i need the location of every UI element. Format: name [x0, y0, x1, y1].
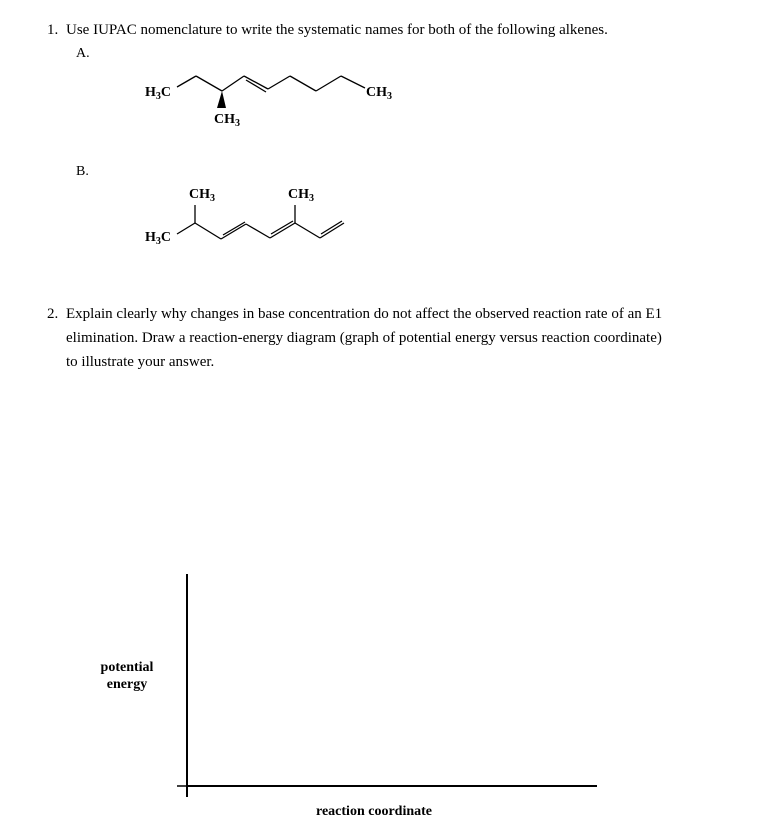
part-a-left-group-text: $H_3C$: [145, 85, 172, 102]
question-2-line-2: elimination. Draw a reaction-energy diagram (graph of potential energy versus reaction coordinate): [66, 330, 662, 346]
part-a-label: A.: [76, 46, 90, 61]
y-axis-label-line-2: energy: [106, 677, 148, 692]
question-2-line-1: Explain clearly why changes in base concentration do not affect the observed reaction rate of an E1: [66, 306, 663, 322]
question-1-text: Use IUPAC nomenclature to write the systematic names for both of the following alkenes.: [66, 22, 608, 38]
y-axis-label-line-1: potential: [100, 660, 154, 675]
y-axis-label: [94, 659, 160, 693]
part-a-branch-group-text: $CH_3$: [214, 112, 240, 129]
part-b-branch-group-2-text: $CH_3$: [288, 187, 314, 204]
question-2-number: 2.: [47, 306, 59, 322]
part-b-branch-group-1-text: $CH_3$: [189, 187, 215, 204]
question-1-number: 1.: [47, 22, 59, 38]
x-axis-label: reaction coordinate: [316, 804, 432, 819]
part-a-right-group-text: $CH_3$: [366, 85, 392, 102]
question-2-line-3: to illustrate your answer.: [66, 354, 215, 370]
part-b-left-group-text: $H_3C$: [145, 230, 172, 247]
part-b-label: B.: [76, 164, 89, 179]
